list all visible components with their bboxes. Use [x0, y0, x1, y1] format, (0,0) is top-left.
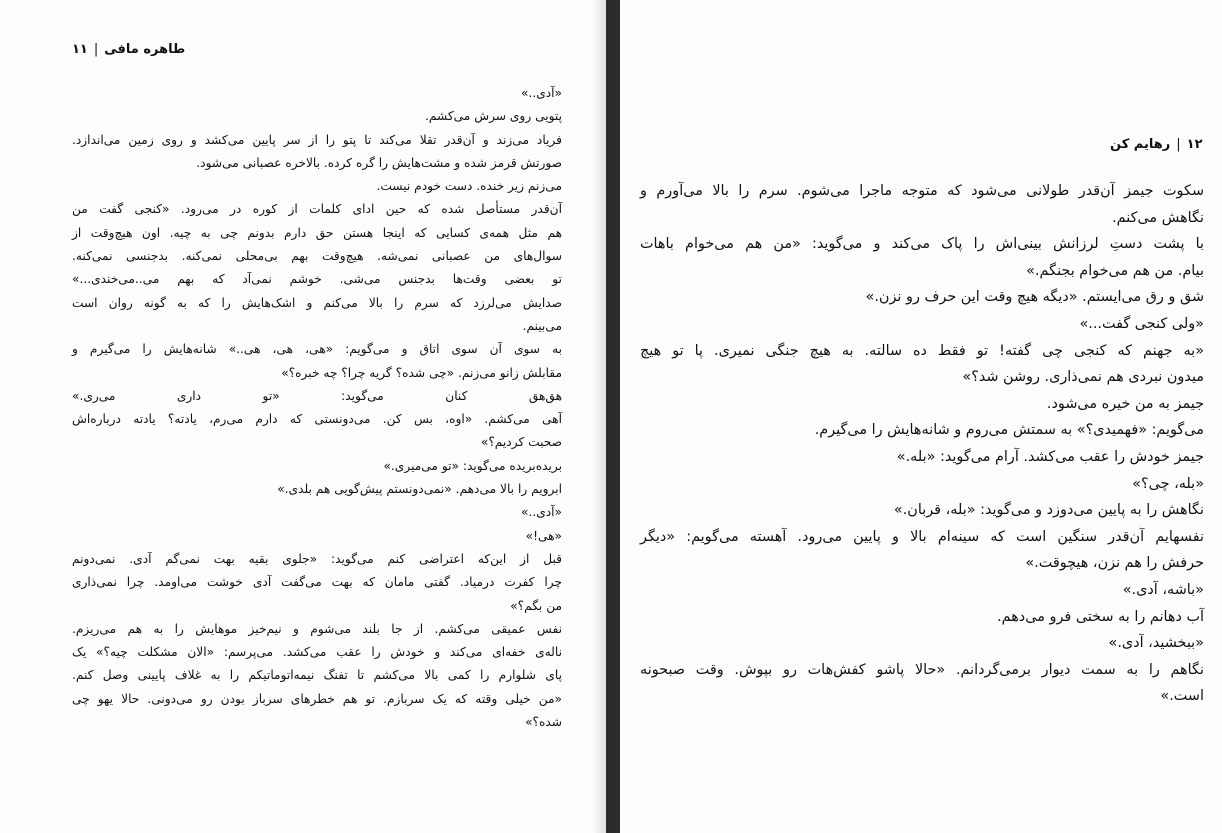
text-line: بریده‌بریده می‌گوید: «تو می‌میری.»	[383, 458, 562, 473]
text-line: صورتش قرمز شده و مشت‌هایش را گره کرده. بالاخره عصبانی می‌شود.	[196, 155, 562, 170]
text-line: «بله، چی؟»	[1132, 475, 1204, 492]
text-line: «آدی..»	[520, 505, 562, 520]
text-line: صحبت کردیم؟»	[480, 435, 562, 450]
text-line: حرفش را هم نزن، هیچوقت.»	[1025, 555, 1204, 572]
left-page-number: ۱۱	[72, 42, 88, 57]
right-page-number: ۱۲	[1186, 137, 1203, 152]
page-fold-shadow	[592, 0, 606, 833]
right-header-title: رهایم کن	[1110, 137, 1171, 152]
right-header-separator: |	[1176, 137, 1181, 152]
left-page-text	[72, 82, 562, 734]
text-line: «ببخشید، آدی.»	[1108, 635, 1204, 652]
text-line: نفسهایم آن‌قدر سنگین است که سینه‌ام بالا و پایین می‌رود. آهسته می‌گویم: «دیگر	[640, 528, 1204, 545]
text-line: آهی می‌کشم. «اوه، بس کن. می‌دونستی که دارم می‌رم، یادته؟ یادته درباره‌اش	[72, 412, 562, 427]
text-line: جیمز خودش را عقب می‌کشد. آرام می‌گوید: «بله.»	[896, 448, 1204, 465]
text-line: آب دهانم را به سختی فرو می‌دهم.	[997, 608, 1204, 625]
text-line: می‌بینم.	[522, 318, 562, 333]
book-gutter	[606, 0, 620, 833]
text-line: بیام. من هم می‌خوام بجنگم.»	[1026, 262, 1204, 279]
text-line: نفس عمیقی می‌کشم. از جا بلند می‌شوم و نیم‌خیز موهایش را به هم می‌ریزم.	[72, 621, 562, 636]
text-line: «هی!»	[525, 528, 562, 543]
text-line: آن‌قدر مستأصل شده که حین ادای کلمات از کوره در می‌رود. «کنجی گفت من	[72, 202, 562, 217]
left-header-title: طاهره مافی	[104, 42, 186, 57]
text-line: پای شلوارم را کمی بالا می‌کشم تا تفنگ نیمه‌اتوماتیکم را به غلاف پایینی وصل کنم.	[72, 668, 562, 683]
text-line: «به جهنم که کنجی چی گفته! تو فقط ده سالته. به هیچ جنگی نمیری. پا تو هیچ	[640, 342, 1204, 359]
text-line: چرا کفرت درمیاد. گفتی مامان که بهت می‌گفت آدی خوشت می‌اومد. چرا نمی‌ذاری	[72, 575, 562, 590]
text-line: قبل از این‌که اعتراضی کنم می‌گوید: «جلوی بقیه بهت نمی‌گم آدی. نمی‌دونم	[72, 551, 562, 566]
text-line: «آدی..»	[520, 86, 562, 100]
text-line: به سوی آن سوی اتاق و می‌گویم: «هی، هی، هی..» شانه‌هایش را می‌گیرم و	[72, 342, 562, 357]
text-line: میدون نبردی هم نمی‌ذاری. روشن شد؟»	[962, 369, 1204, 386]
left-header-separator: |	[93, 42, 99, 57]
text-line: ابرویم را بالا می‌دهم. «نمی‌دونستم پیش‌گویی هم بلدی.»	[277, 482, 562, 497]
left-page-header	[72, 42, 185, 57]
text-line: من بگم؟»	[510, 598, 562, 613]
text-line: با پشت دستِ لرزانش بینی‌اش را پاک می‌کند و می‌گوید: «من هم می‌خوام باهات	[640, 236, 1204, 253]
text-line: هم مثل همه‌ی کسایی که اینجا هستن حق دارم بدونم چی به چیه. اون هیچ‌وقت از	[72, 225, 562, 240]
right-page-header	[1110, 137, 1203, 152]
right-page-text	[640, 178, 1204, 710]
text-line: هق‌هق کنان می‌گوید: «تو داری می‌ری.»	[72, 388, 562, 403]
text-line: جیمز به من خیره می‌شود.	[1046, 395, 1204, 412]
text-line: فریاد می‌زند و آن‌قدر تقلا می‌کند تا پتو را از سر پایین می‌کشد و روی زمین می‌اندازد.	[72, 132, 562, 147]
text-line: «من خیلی وقته که یک سربازم. تو هم خطرهای سرباز بودن رو می‌دونی. حالا یهو چی	[72, 691, 562, 706]
left-page	[0, 0, 606, 833]
text-line: مقابلش زانو می‌زنم. «چی شده؟ گریه چرا؟ چه خبره؟»	[281, 365, 562, 380]
text-line: ناله‌ی خفه‌ای می‌کند و خودش را عقب می‌کشد. می‌پرسم: «الان مشکلت چیه؟» یک	[72, 645, 562, 660]
text-line: نگاهم را به سمت دیوار برمی‌گردانم. «حالا پاشو کفش‌هات رو بپوش. وقت صبحونه	[640, 661, 1204, 678]
text-line: «باشه، آدی.»	[1122, 581, 1204, 598]
text-line: است.»	[1160, 688, 1204, 705]
text-line: تو بعضی وقت‌ها بدجنس می‌شی. خوشم نمی‌آد که بهم می..می‌خندی...»	[72, 272, 562, 287]
text-line: شق و رق می‌ایستم. «دیگه هیچ وقت این حرف رو نزن.»	[865, 289, 1204, 306]
text-line: شده؟»	[525, 715, 562, 730]
text-line: «ولی کنجی گفت...»	[1079, 315, 1204, 332]
right-page	[620, 0, 1222, 833]
text-line: سکوت جیمز آن‌قدر طولانی می‌شود که متوجه ماجرا می‌شوم. سرم را بالا می‌آورم و	[640, 183, 1204, 199]
text-line: می‌گویم: «فهمیدی؟» به سمتش می‌روم و شانه‌هایش را می‌گیرم.	[814, 422, 1204, 439]
text-line: سوال‌های من عصبانی نمی‌شه. هیچ‌وقت بهم بی‌محلی نمی‌کنه. بدجنسی نمی‌کنه.	[72, 249, 562, 264]
text-line: نگاهش می‌کنم.	[1112, 209, 1204, 226]
text-line: صدایش می‌لرزد که سرم را بالا می‌کنم و اشک‌هایش را که به گونه روان است	[72, 295, 562, 310]
text-line: پتویی روی سرش می‌کشم.	[424, 109, 562, 124]
text-line: می‌زنم زیر خنده. دست خودم نیست.	[376, 179, 562, 194]
text-line: نگاهش را به پایین می‌دوزد و می‌گوید: «بله، قربان.»	[893, 502, 1204, 519]
